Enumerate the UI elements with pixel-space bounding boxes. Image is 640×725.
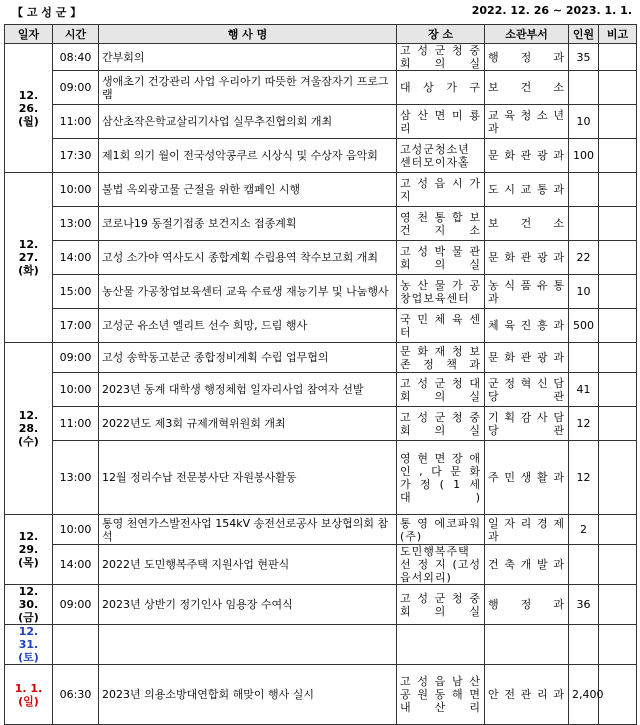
event-name-cell: 12월 정리수납 전문봉사단 자원봉사활동 [99, 441, 397, 515]
note-cell [599, 625, 637, 665]
dept-cell: 문 화 관 광 과 [485, 139, 569, 173]
table-row [5, 585, 637, 625]
note-cell [599, 515, 637, 545]
table-row [5, 309, 637, 343]
place-cell: 영 천 통 합 보 건 지 소 [397, 207, 485, 241]
staff-count-cell [569, 625, 599, 665]
time-cell: 06:30 [53, 665, 99, 725]
dept-cell: 군 정 혁 신 담 당 관 [485, 373, 569, 407]
date-label: 12. 31. [18, 625, 39, 651]
dept-cell: 행 정 과 [485, 44, 569, 71]
staff-count-cell: 12 [569, 407, 599, 441]
place-cell: 문 화 재 청 보 존 정 책 과 [397, 343, 485, 373]
dept-cell: 보 건 소 [485, 207, 569, 241]
weekday-label: (수) [18, 435, 39, 448]
dept-cell: 체 육 진 흥 과 [485, 309, 569, 343]
time-cell: 14:00 [53, 545, 99, 585]
place-cell: 고 성 군 청 중 회 의 실 [397, 407, 485, 441]
table-row [5, 665, 637, 725]
place-cell: 고 성 박 물 관 회 의 실 [397, 241, 485, 275]
staff-count-cell: 2 [569, 515, 599, 545]
table-row [5, 343, 637, 373]
note-cell [599, 545, 637, 585]
date-label: 12. 29. [18, 530, 39, 556]
time-cell: 13:00 [53, 207, 99, 241]
dept-cell: 도 시 교 통 과 [485, 173, 569, 207]
time-cell: 09:00 [53, 343, 99, 373]
col-event: 행 사 명 [99, 25, 397, 44]
time-cell: 10:00 [53, 515, 99, 545]
note-cell [599, 173, 637, 207]
date-label: 12. 26. [18, 88, 39, 115]
date-label: 12. 27. [18, 238, 39, 264]
table-row [5, 407, 637, 441]
note-cell [599, 105, 637, 139]
table-row [5, 515, 637, 545]
table-row [5, 275, 637, 309]
place-cell [397, 625, 485, 665]
place-cell: 농 산 물 가 공 창업보육센터 [397, 275, 485, 309]
place-cell: 도민행복주택 선 정 지 (고성읍서외리) [397, 545, 485, 585]
dept-cell: 행 정 과 [485, 585, 569, 625]
staff-count-cell [569, 343, 599, 373]
place-cell: 고 성 군 청 중 회 의 실 [397, 44, 485, 71]
weekday-label: (일) [18, 694, 39, 708]
note-cell [599, 71, 637, 105]
event-name-cell: 2022년 도민행복주택 지원사업 현판식 [99, 545, 397, 585]
event-name-cell: 생애초기 건강관리 사업 우리아기 따뜻한 겨울잠자기 프로그램 [99, 71, 397, 105]
place-cell: 고 성 군 청 중 회 의 실 [397, 585, 485, 625]
table-row [5, 241, 637, 275]
table-row [5, 625, 637, 665]
event-name-cell [99, 625, 397, 665]
schedule-title: 【 고 성 군 】 [12, 6, 82, 19]
note-cell [599, 585, 637, 625]
dept-cell: 일 자 리 경 제 과 [485, 515, 569, 545]
event-name-cell: 코로나19 동절기접종 보건지소 접종계획 [99, 207, 397, 241]
schedule-table [4, 24, 637, 725]
event-name-cell: 2023년 동계 대학생 행정체험 일자리사업 참여자 선발 [99, 373, 397, 407]
time-cell: 11:00 [53, 407, 99, 441]
time-cell [53, 625, 99, 665]
note-cell [599, 44, 637, 71]
schedule-body [5, 44, 637, 725]
note-cell [599, 309, 637, 343]
table-row [5, 207, 637, 241]
table-row [5, 373, 637, 407]
weekday-label: (화) [18, 264, 39, 277]
place-cell: 고 성 군 청 대 회 의 실 [397, 373, 485, 407]
date-cell [5, 173, 53, 343]
note-cell [599, 275, 637, 309]
note-cell [599, 241, 637, 275]
place-cell: 고 성 읍 남 산 공 원 동 해 면 내 산 리 [397, 665, 485, 725]
note-cell [599, 407, 637, 441]
time-cell: 10:00 [53, 373, 99, 407]
dept-cell: 주 민 생 활 과 [485, 441, 569, 515]
table-row [5, 173, 637, 207]
note-cell [599, 139, 637, 173]
table-row [5, 441, 637, 515]
time-cell: 17:00 [53, 309, 99, 343]
col-place: 장 소 [397, 25, 485, 44]
place-cell: 영 현 면 장 애 인 , 다 문 화 가 정 ( 1 세 대 ) [397, 441, 485, 515]
time-cell: 17:30 [53, 139, 99, 173]
col-dept: 소관부서 [485, 25, 569, 44]
table-row [5, 105, 637, 139]
event-name-cell: 제1회 의기 월이 전국성악콩쿠르 시상식 및 수상자 음악회 [99, 139, 397, 173]
staff-count-cell: 10 [569, 105, 599, 139]
note-cell [599, 665, 637, 725]
staff-count-cell: 12 [569, 441, 599, 515]
col-time: 시간 [53, 25, 99, 44]
place-cell: 국 민 체 육 센 터 [397, 309, 485, 343]
event-name-cell: 농산물 가공창업보육센터 교육 수료생 재능기부 및 나눔행사 [99, 275, 397, 309]
note-cell [599, 343, 637, 373]
dept-cell: 문 화 관 광 과 [485, 343, 569, 373]
time-cell: 11:00 [53, 105, 99, 139]
table-row [5, 44, 637, 71]
note-cell [599, 207, 637, 241]
staff-count-cell: 100 [569, 139, 599, 173]
time-cell: 10:00 [53, 173, 99, 207]
col-note: 비고 [599, 25, 637, 44]
event-name-cell: 2022년도 제3회 규제개혁위원회 개최 [99, 407, 397, 441]
col-date: 일자 [5, 25, 53, 44]
dept-cell: 보 건 소 [485, 71, 569, 105]
date-label: 1. 1. [14, 681, 43, 695]
weekday-label: (금) [18, 611, 39, 624]
weekday-label: (토) [18, 651, 39, 664]
weekday-label: (월) [18, 114, 39, 128]
staff-count-cell [569, 207, 599, 241]
time-cell: 15:00 [53, 275, 99, 309]
place-cell: 통 영 에코파워(주) [397, 515, 485, 545]
event-name-cell: 간부회의 [99, 44, 397, 71]
place-cell: 고 성 읍 시 가 지 [397, 173, 485, 207]
date-label: 12. 28. [18, 409, 39, 435]
header-row [5, 25, 637, 44]
table-row [5, 71, 637, 105]
dept-cell: 건 축 개 발 과 [485, 545, 569, 585]
date-cell [5, 665, 53, 725]
staff-count-cell: 41 [569, 373, 599, 407]
date-cell [5, 515, 53, 585]
time-cell: 08:40 [53, 44, 99, 71]
place-cell: 대 상 가 구 [397, 71, 485, 105]
dept-cell: 기 획 감 사 담 당 관 [485, 407, 569, 441]
staff-count-cell: 2,400 [569, 665, 599, 725]
time-cell: 09:00 [53, 585, 99, 625]
schedule-period: 2022. 12. 26 ~ 2023. 1. 1. [471, 4, 632, 17]
note-cell [599, 373, 637, 407]
date-cell [5, 625, 53, 665]
staff-count-cell: 22 [569, 241, 599, 275]
dept-cell: 문 화 관 광 과 [485, 241, 569, 275]
col-staff: 인원 [569, 25, 599, 44]
event-name-cell: 통영 천연가스발전사업 154kV 송전선로공사 보상협의회 참석 [99, 515, 397, 545]
date-cell [5, 585, 53, 625]
dept-cell: 교 육 청 소 년 과 [485, 105, 569, 139]
time-cell: 14:00 [53, 241, 99, 275]
table-row [5, 545, 637, 585]
table-row [5, 139, 637, 173]
header-bar [4, 4, 636, 20]
staff-count-cell: 500 [569, 309, 599, 343]
staff-count-cell [569, 545, 599, 585]
date-cell [5, 44, 53, 173]
staff-count-cell [569, 173, 599, 207]
event-name-cell: 2023년 의용소방대연합회 해맞이 행사 실시 [99, 665, 397, 725]
place-cell: 삼 산 면 미 룡 리 [397, 105, 485, 139]
event-name-cell: 불법 옥외광고물 근절을 위한 캠페인 시행 [99, 173, 397, 207]
place-cell: 고성군청소년 센터모이자홀 [397, 139, 485, 173]
time-cell: 13:00 [53, 441, 99, 515]
staff-count-cell: 10 [569, 275, 599, 309]
date-cell [5, 343, 53, 515]
weekday-label: (목) [18, 556, 39, 569]
event-name-cell: 고성 송학동고분군 종합정비계획 수립 업무협의 [99, 343, 397, 373]
staff-count-cell: 36 [569, 585, 599, 625]
event-name-cell: 삼산초작은학교살리기사업 실무추진협의회 개최 [99, 105, 397, 139]
dept-cell [485, 625, 569, 665]
staff-count-cell [569, 71, 599, 105]
staff-count-cell: 35 [569, 44, 599, 71]
event-name-cell: 고성군 유소년 엘리트 선수 희망, 드림 행사 [99, 309, 397, 343]
event-name-cell: 2023년 상반기 정기인사 임용장 수여식 [99, 585, 397, 625]
note-cell [599, 441, 637, 515]
dept-cell: 안 전 관 리 과 [485, 665, 569, 725]
event-name-cell: 고성 소가야 역사도시 종합계획 수립용역 착수보고회 개최 [99, 241, 397, 275]
time-cell: 09:00 [53, 71, 99, 105]
date-label: 12. 30. [18, 585, 39, 611]
dept-cell: 농 식 품 유 통 과 [485, 275, 569, 309]
